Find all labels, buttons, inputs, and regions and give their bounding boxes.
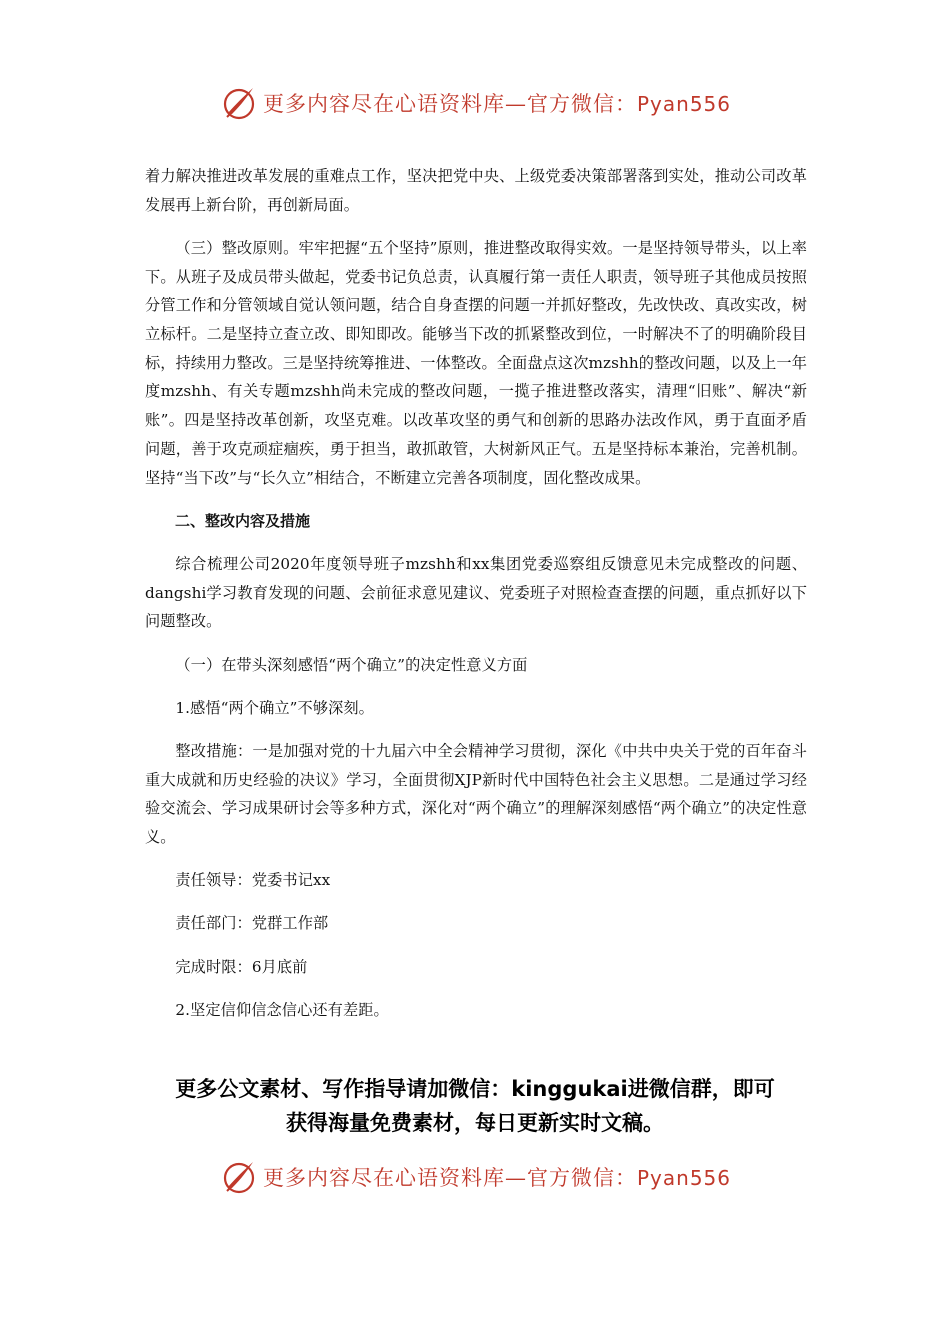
subsection-heading: （一）在带头深刻感悟“两个确立”的决定性意义方面 (175, 655, 528, 674)
paragraph: 着力解决推进改革发展的重难点工作，坚决把党中央、上级党委决策部署落到实处，推动公司改革发展再上新台阶，再创新局面。 (145, 167, 807, 214)
banner-text: 更多内容尽在心语资料库—官方微信：Pyan556 (262, 1166, 731, 1190)
paragraph: 综合梳理公司2020年度领导班子mzshh和xx集团党委巡察组反馈意见未完成整改的问题、dangshi学习教育发现的问题、会前征求意见建议、党委班子对照检查查摆的问题，重点抓好以下问题整改。 (145, 554, 807, 631)
document-body (145, 162, 807, 1039)
header-banner (0, 78, 950, 128)
promo-line: 获得海量免费素材，每日更新实时文稿。 (286, 1111, 664, 1135)
quill-logo-icon (219, 1157, 259, 1197)
footer-banner (0, 1152, 950, 1202)
paragraph-principles: （三）整改原则。牢牢把握“五个坚持”原则，推进整改取得实效。一是坚持领导带头，以上率下。从班子及成员带头做起，党委书记负总责，认真履行第一责任人职责，领导班子其他成员按照分管工作和分管领域自觉认领问题，结合自身查摆的问题一并抓好整改，先改快改、真改实改，树立标杆。二是坚持立查立改、即知即改。能够当下改的抓紧整改到位，一时解决不了的明确阶段目标，持续用力整改。三是坚持统筹推进、一体整改。全面盘点这次mzshh的整改问题，以及上一年度mzshh、有关专题mzshh尚未完成的整改问题，一揽子推进整改落实，清理“旧账”、解决“新账”。四是坚持改革创新，攻坚克难。以改革攻坚的勇气和创新的思路办法改作风，勇于直面矛盾问题，善于攻克顽症痼疾，勇于担当，敢抓敢管，大树新风正气。五是坚持标本兼治，完善机制。坚持“当下改”与“长久立”相结合，不断建立完善各项制度，固化整改成果。 (145, 238, 807, 487)
section-heading: 二、整改内容及措施 (175, 511, 311, 530)
banner-text: 更多内容尽在心语资料库—官方微信：Pyan556 (262, 92, 731, 116)
list-item: 2.坚定信仰信念信心还有差距。 (175, 1000, 389, 1019)
quill-logo-icon (219, 83, 259, 123)
responsible-department: 责任部门：党群工作部 (175, 914, 329, 933)
list-item: 1.感悟“两个确立”不够深刻。 (175, 698, 374, 717)
promo-line: 更多公文素材、写作指导请加微信：kinggukai进微信群，即可 (175, 1077, 775, 1101)
paragraph-measures: 整改措施：一是加强对党的十九届六中全会精神学习贯彻，深化《中共中央关于党的百年奋斗重大成就和历史经验的决议》学习，全面贯彻XJP新时代中国特色社会主义思想。二是通过学习经验交流会、学习成果研讨会等多种方式，深化对“两个确立”的理解深刻感悟“两个确立”的决定性意义。 (145, 741, 807, 847)
responsible-leader: 责任领导：党委书记xx (175, 871, 331, 890)
deadline: 完成时限：6月底前 (175, 957, 308, 976)
promo-notice (0, 1072, 950, 1140)
